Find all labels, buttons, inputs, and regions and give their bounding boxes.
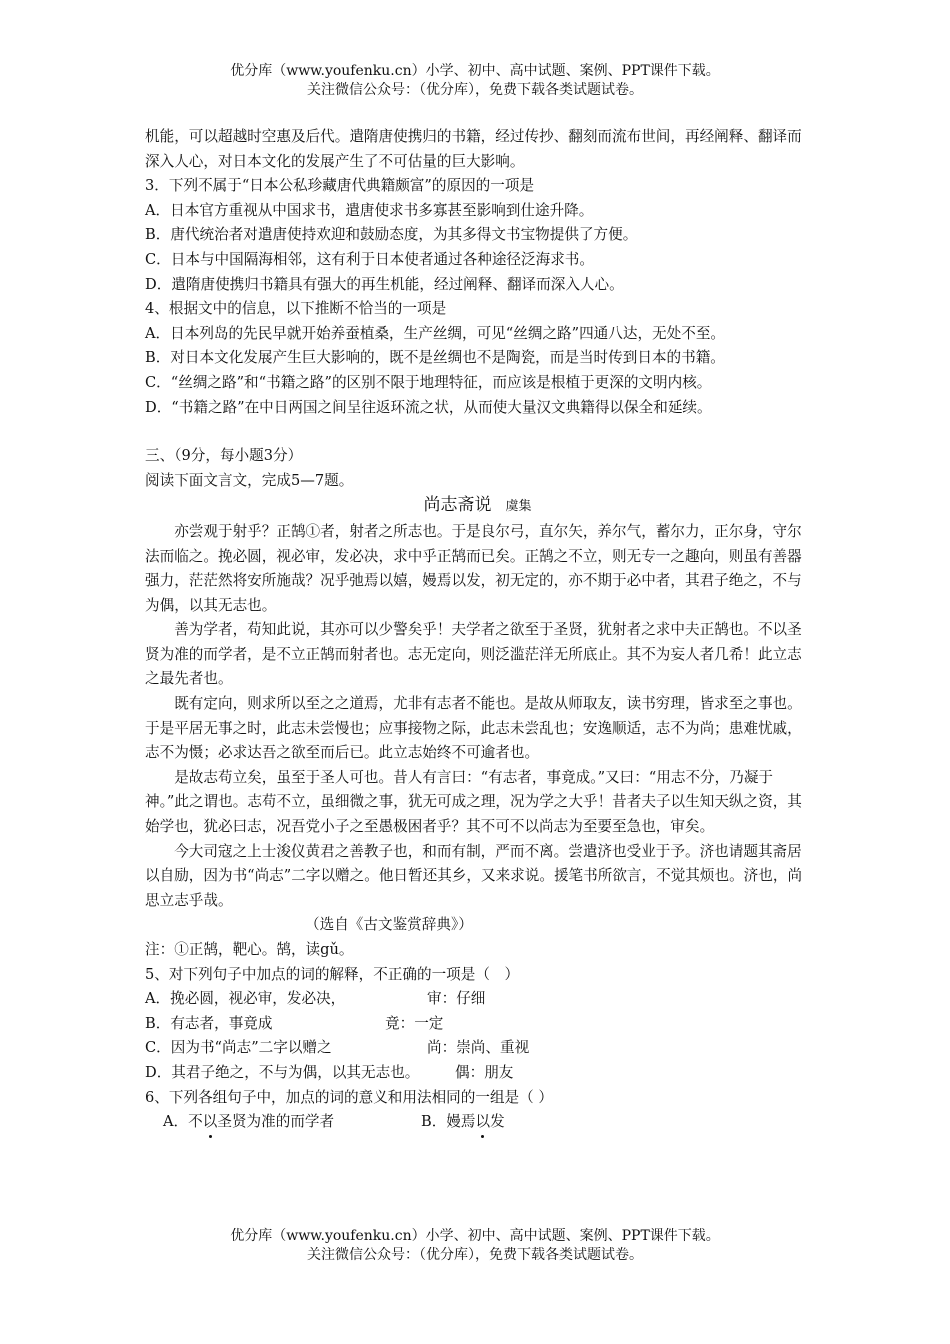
passage-paragraph-3: 既有定向，则求所以至之之道焉，尤非有志者不能也。是故从师取友，读书穷理，皆求至之事也。于是平居无事之时，此志未尝慢也；应事接物之际，此志未尝乱也；安逸顺适，志不为尚；患难忧戚，志不为慑；必求达吾之欲至而后已。此立志始终不可逾者也。 [145, 695, 802, 762]
q6-option-a-dotted-word: 以 [203, 1110, 218, 1135]
section3-heading: 三、（9分，每小题3分） [145, 447, 303, 465]
q5-option-a-sentence: A．挽必圆，视必审，发必决， [145, 990, 346, 1008]
q6-option-a-pre: A．不 [163, 1113, 203, 1131]
passage-author: 虞集 [505, 499, 532, 515]
page-footer [0, 1227, 950, 1265]
q4-option-c: C．“丝绸之路”和“书籍之路”的区别不限于地理特征，而应该是根植于更深的文明内核。 [145, 373, 712, 391]
q3-option-b: B．唐代统治者对遣唐使持欢迎和鼓励态度，为其多得文书宝物提供了方便。 [145, 226, 638, 244]
q4-stem: 4、根据文中的信息，以下推断不恰当的一项是 [145, 300, 447, 318]
q3-option-d: D．遣隋唐使携归书籍具有强大的再生机能，经过阐释、翻译而深入人心。 [145, 275, 624, 293]
q4-option-b: B．对日本文化发展产生巨大影响的，既不是丝绸也不是陶瓷，而是当时传到日本的书籍。 [145, 349, 725, 367]
q5-option-d-sentence: D．其君子绝之，不与为偶，以其无志也。 [145, 1063, 420, 1081]
q5-option-c-gloss: 尚：崇尚、重视 [427, 1039, 530, 1057]
passage-paragraph-2: 善为学者，苟知此说，其亦可以少警矣乎！夫学者之欲至于圣贤，犹射者之求中夫正鹄也。不以圣贤为准的而学者，是不立正鹄而射者也。志无定向，则泛滥茫洋无所底止。其不为妄人者几希！此立志之最先者也。 [145, 621, 802, 688]
section-gap [145, 420, 810, 444]
header-line-2: 关注微信公众号：（优分库），免费下载各类试题试卷。 [307, 82, 643, 98]
q6-option-b-pre: B．嫚焉 [421, 1113, 476, 1131]
page-header [0, 62, 950, 100]
q5-option-c-sentence: C．因为书“尚志”二字以赠之 [145, 1039, 332, 1057]
q5-option-b [145, 1012, 810, 1037]
document-body [145, 125, 810, 1135]
passage-paragraph-1: 亦尝观于射乎？正鹄①者，射者之所志也。于是良尔弓，直尔矢，养尔气，蓄尔力，正尔身，守尔法而临之。挽必圆，视必审，发必决，求中乎正鹄而已矣。正鹄之不立，则无专一之趣向，则虽有善器强力，茫茫然将安所施哉？况乎弛焉以嬉，嫚焉以发，初无定的，亦不期于必中者，其君子绝之，不与为偶，以其无志也。 [145, 522, 802, 614]
q5-stem: 5、对下列句子中加点的词的解释，不正确的一项是（ ） [145, 965, 520, 983]
q5-option-d-gloss: 偶：朋友 [455, 1063, 514, 1081]
q6-options-row [145, 1110, 810, 1135]
passage-title-line [145, 493, 810, 520]
q6-option-b-post: 发 [490, 1113, 505, 1131]
q5-option-b-gloss: 竟：一定 [385, 1014, 444, 1032]
passage-title: 尚志斋说 [423, 495, 492, 516]
intro-text: 机能，可以超越时空惠及后代。遣隋唐使携归的书籍，经过传抄、翻刻而流布世间，再经阐释、翻译而深入人心，对日本文化的发展产生了不可估量的巨大影响。 [145, 128, 802, 170]
header-line-1: 优分库（www.youfenku.cn）小学、初中、高中试题、案例、PPT课件下载。 [230, 63, 720, 79]
q6-stem: 6、下列各组句子中，加点的词的意义和用法相同的一组是（ ） [145, 1088, 553, 1106]
q5-option-d [145, 1061, 810, 1086]
q3-stem: 3．下列不属于“日本公私珍藏唐代典籍颇富”的原因的一项是 [145, 177, 535, 195]
q5-option-c [145, 1036, 810, 1061]
passage-source: （选自《古文鉴赏辞典》） [305, 916, 473, 934]
passage-paragraph-5: 今大司寇之上士浚仪黄君之善教子也，和而有制，严而不离。尝遣济也受业于予。济也请题其斋居以自励，因为书“尚志”二字以赠之。他日暂还其乡，又来求说。援笔书所欲言，不觉其烦也。济也，尚思立志乎哉。 [145, 842, 803, 909]
q4-option-a: A．日本列岛的先民早就开始养蚕植桑，生产丝绸，可见“丝绸之路”四通八达，无处不至。 [145, 324, 726, 342]
q5-option-a-gloss: 审：仔细 [427, 990, 486, 1008]
q6-option-a-post: 圣贤为准的而学者 [217, 1113, 335, 1131]
q3-option-a: A．日本官方重视从中国求书，遣唐使求书多寡甚至影响到仕途升降。 [145, 201, 594, 219]
q6-option-a [163, 1110, 421, 1135]
q6-option-b-dotted-word: 以 [476, 1110, 491, 1135]
passage-paragraph-4: 是故志苟立矣，虽至于圣人可也。昔人有言曰：“有志者，事竟成。”又曰：“用志不分，乃凝于神。”此之谓也。志苟不立，虽细微之事，犹无可成之理，况为学之大乎！昔者夫子以生知天纵之资，其始学也，犹必曰志，况吾党小子之至愚极困者乎？其不可不以尚志为至要至急也，审矣。 [145, 768, 802, 836]
q4-option-d: D．“书籍之路”在中日两国之间呈往返环流之状，从而使大量汉文典籍得以保全和延续。 [145, 398, 712, 416]
q6-option-b [421, 1110, 505, 1135]
footer-line-2: 关注微信公众号：（优分库），免费下载各类试题试卷。 [307, 1247, 643, 1263]
q5-option-b-sentence: B．有志者，事竟成 [145, 1014, 273, 1032]
passage-note: 注：①正鹄，靶心。鹄，读gǔ。 [145, 941, 354, 958]
q5-option-a [145, 987, 810, 1012]
q3-option-c: C．日本与中国隔海相邻，这有利于日本使者通过各种途径泛海求书。 [145, 250, 594, 268]
section3-instruction: 阅读下面文言文，完成5—7题。 [145, 471, 354, 489]
footer-line-1: 优分库（www.youfenku.cn）小学、初中、高中试题、案例、PPT课件下载。 [230, 1228, 720, 1244]
